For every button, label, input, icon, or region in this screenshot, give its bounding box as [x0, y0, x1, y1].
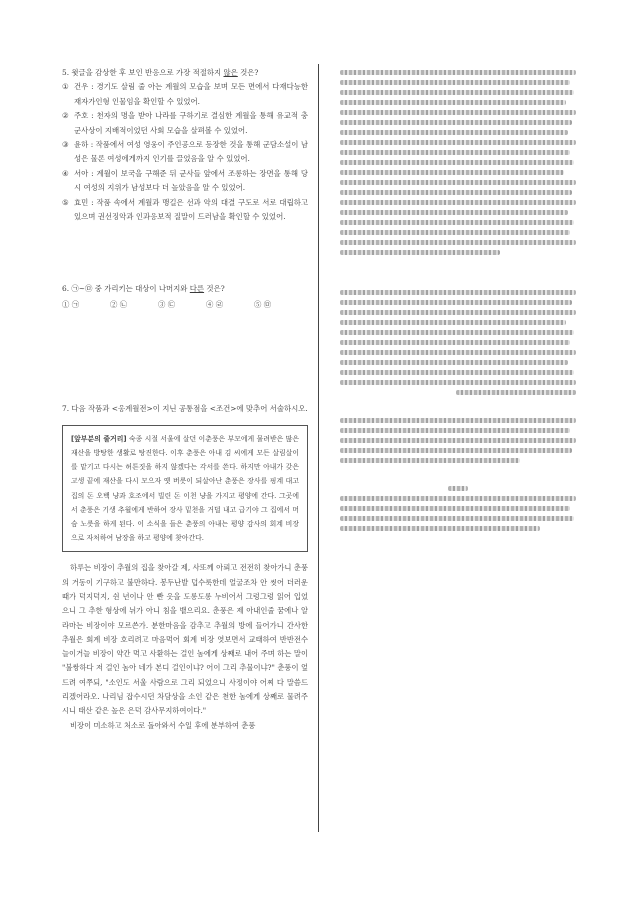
- blurred-line: [340, 370, 574, 375]
- blurred-line: [340, 240, 576, 245]
- underline-not: 않은: [223, 68, 238, 77]
- question-5: [62, 66, 308, 224]
- blurred-line: [340, 290, 576, 295]
- q6-choices: [62, 298, 308, 312]
- passage-text: 하루는 비장이 추월의 집을 찾아갈 제, 사또께 아뢰고 전전히 찾아가니 춘풍의 거동이 기구하고 불만하다. 봉두난발 덥수룩한데 얼굴조차 안 씻어 더러운 때가 덕지덕지, 쉰 년이나 안 빤 옷을 도롱도롱 누비어서 그렁그렁 읽어 입었으니 그 추한 형상에 뉘가 아니 침을 뱉으리요. 춘풍은 제 아내인줄 꿈에나 알라마는 비장이야 모르쓴가. 분한마음을 감추고 추월의 방에 들어가니 간사한 추월은 회계 비장 호리려고 마음먹어 회계 비장 엿보면서 교태하여 반반전수 늘이거늘 비장이 약간 먹고 사환하는 걸인 놈에게 상째로 내어 주며 하는 말이 "불쌍하다 저 걸인 놈아 네가 본디 걸인이냐? 어이 그리 추물이냐?" 춘풍이 엎드려 여쭈되, "소인도 서울 사람으로 그리 되었으니 사정이야 어찌 다 말씀드리겠어라오. 나리님 잡수시던 차담상을 소인 같은 천한 놈에게 상째로 물려주시니 태산 같은 높은 은덕 감사무지하여이다.": [62, 563, 308, 716]
- question-7-stem: 7. 다음 작품과 <옹계월전>이 지닌 공통점을 <조건>에 맞추어 서술하시오.: [62, 404, 308, 414]
- passage-text-continued: 비장이 미소하고 처소로 돌아와서 수일 후에 분부하여 춘풍: [70, 720, 256, 730]
- blurred-line: [340, 150, 570, 155]
- blurred-line: [340, 300, 572, 305]
- blurred-line: [340, 190, 572, 195]
- q5-option-1[interactable]: ① 건우 : 경기도 살림 줄 아는 계월의 모습을 보며 모든 면에서 다재다능한 재자가인형 인물임을 확인할 수 있었어.: [62, 82, 308, 106]
- q5-option-3[interactable]: ③ 윤하 : 작품에서 여성 영웅이 주인공으로 등장한 것을 통해 군담소설이 남성은 물론 여성에게까지 인기를 끌었음을 알 수 있었어.: [62, 140, 308, 164]
- blurred-line: [340, 130, 568, 135]
- blurred-line: [340, 210, 568, 215]
- blurred-line: [340, 516, 574, 521]
- blurred-line: [340, 438, 576, 443]
- q6-choice-3[interactable]: ③ ㉢: [158, 299, 176, 309]
- blurred-line: [340, 526, 540, 531]
- box-text: 숙종 시절 서울에 살던 이춘풍은 부모에게 물려받은 많은 재산을 방탕한 생활로 탕진한다. 이후 춘풍은 아내 김 씨에게 모든 살림살이를 맡기고 다시는 허튼짓을 하지 않겠다는 각서를 쓴다. 하지만 아내가 갖은 고생 끝에 재산을 다시 모으자 옛 버릇이 되살아난 춘풍은 장사를 핑계 대고 집의 돈 오백 냥과 호조에서 빌린 돈 이천 냥을 가지고 평양에 간다. 그곳에서 춘풍은 기생 추월에게 반하여 장사 밑천을 거덜 내고 급기야 그 집에서 머슴 노릇을 하게 된다. 이 소식을 들은 춘풍의 아내는 평양 감사의 회계 비장으로 자처하여 남장을 하고 평양에 찾아간다.: [71, 434, 299, 543]
- blurred-line: [340, 80, 570, 85]
- blurred-line: [340, 350, 576, 355]
- blurred-line: [340, 220, 574, 225]
- q6-choice-5[interactable]: ⑤ ㉤: [254, 299, 272, 309]
- blurred-line: [340, 320, 566, 325]
- blurred-line: [340, 160, 574, 165]
- box-title: [앞부분의 줄거리]: [71, 434, 127, 443]
- question-6-stem: 6. ㉠~㉤ 중 가리키는 대상이 나머지와 다른 것은?: [62, 284, 225, 294]
- blurred-line: [340, 310, 576, 315]
- q5-option-4[interactable]: ④ 서아 : 계월이 보국을 구해준 뒤 군사들 앞에서 조롱하는 장면을 통해 당시 여성의 지위가 남성보다 더 높았음을 알 수 있었어.: [62, 168, 308, 193]
- blurred-line: [340, 448, 572, 453]
- blurred-line: [340, 70, 576, 75]
- underline-different: 다른: [189, 284, 205, 294]
- q6-choice-1[interactable]: ① ㉠: [62, 299, 80, 309]
- column-divider: [318, 64, 319, 832]
- q5-option-2[interactable]: ② 주호 : 천자의 명을 받아 나라를 구하기로 결심한 계월을 통해 유교적 충군사상이 지배적이었던 사회 모습을 살펴볼 수 있었어.: [62, 111, 308, 135]
- blurred-right-column: [340, 66, 576, 536]
- blurred-line: [340, 340, 570, 345]
- question-7: [62, 402, 308, 733]
- blurred-line: [340, 380, 576, 385]
- blurred-line: [340, 180, 576, 185]
- blurred-line: [340, 496, 576, 501]
- plot-summary-box: [62, 425, 308, 553]
- q6-choice-4[interactable]: ④ ㉣: [206, 299, 224, 309]
- blurred-line: [340, 360, 568, 365]
- blurred-line: [340, 250, 500, 255]
- question-6: [62, 282, 308, 312]
- blurred-line: [340, 458, 520, 463]
- blurred-line: [448, 486, 468, 491]
- blurred-line: [340, 100, 566, 105]
- blurred-line: [340, 418, 576, 423]
- blurred-line: [456, 390, 576, 395]
- blurred-line: [340, 506, 570, 511]
- blurred-line: [340, 120, 572, 125]
- blurred-line: [340, 90, 574, 95]
- blurred-line: [340, 200, 576, 205]
- left-column: [62, 66, 308, 733]
- blurred-line: [340, 170, 564, 175]
- question-5-stem: 5. 윗글을 감상한 후 보인 반응으로 가장 적절하지 않은 것은?: [62, 68, 259, 77]
- blurred-line: [340, 230, 570, 235]
- blurred-line: [340, 428, 570, 433]
- q6-choice-2[interactable]: ② ㉡: [110, 299, 128, 309]
- blurred-line: [340, 330, 574, 335]
- q5-option-5[interactable]: ⑤ 효민 : 작품 속에서 계월과 맹길은 선과 악의 대결 구도로 서로 대립하고 있으며 권선징악과 인과응보적 질말이 드러남을 확인할 수 있었어.: [62, 197, 308, 222]
- blurred-line: [340, 140, 576, 145]
- blurred-line: [340, 110, 576, 115]
